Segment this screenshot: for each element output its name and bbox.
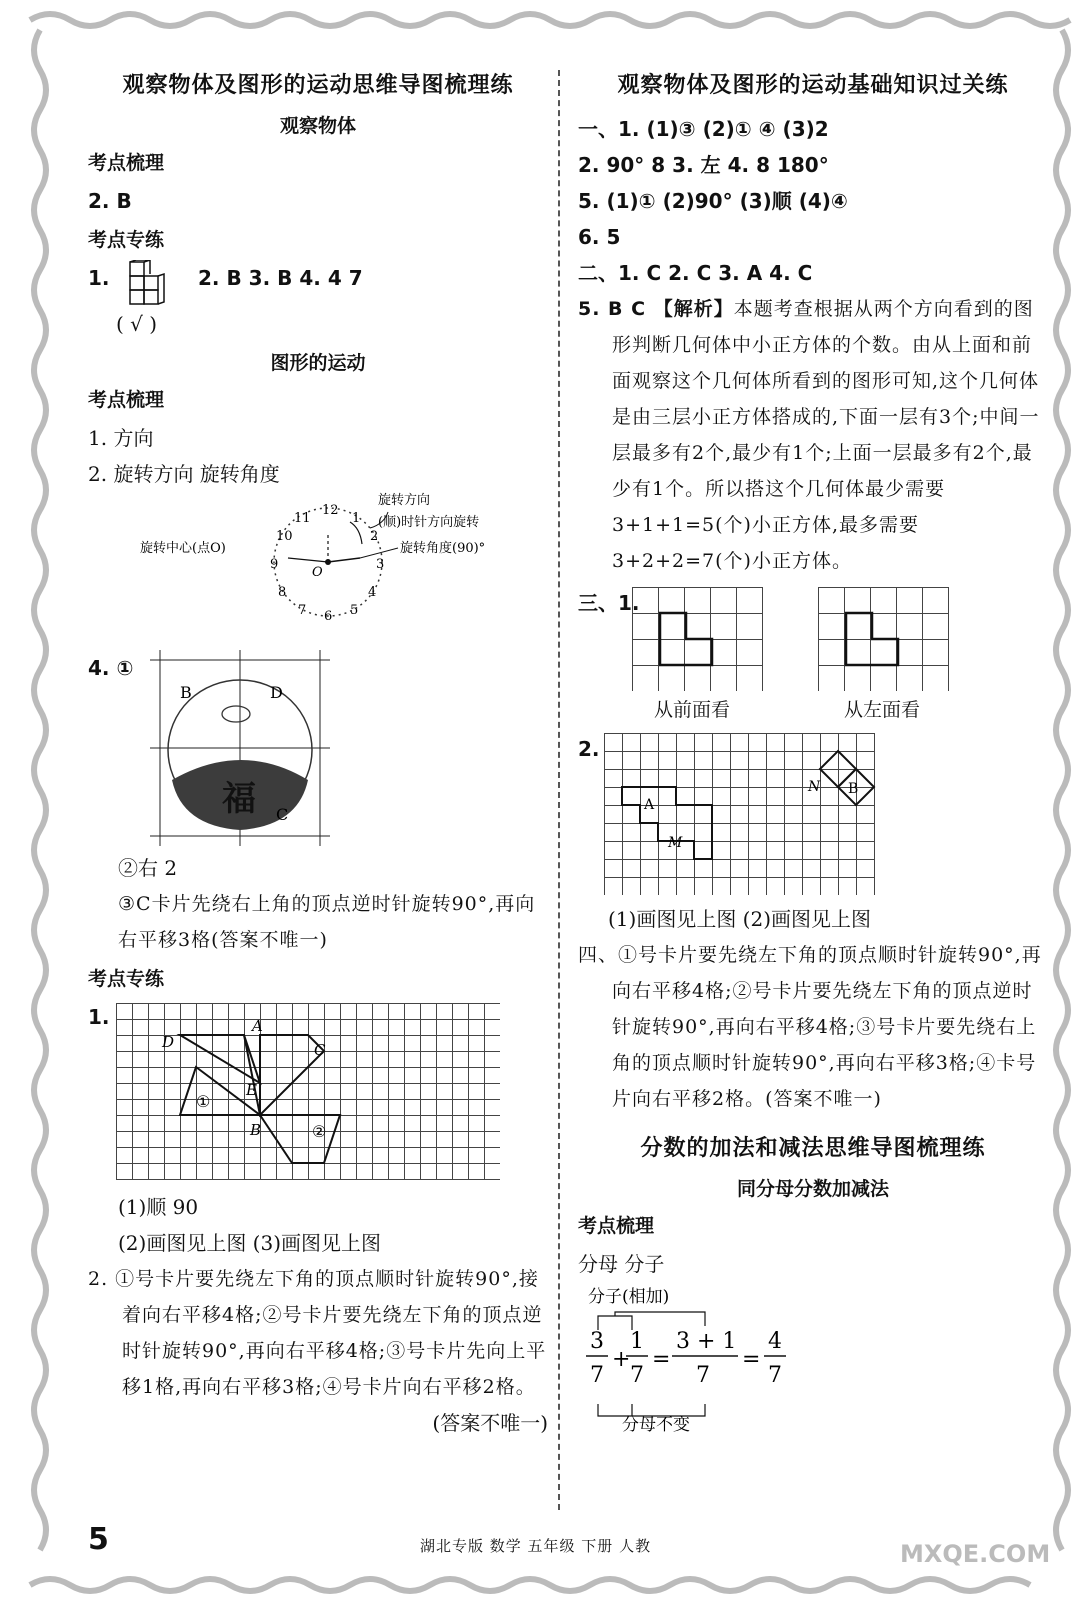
p-q1-row <box>88 999 548 1189</box>
s1-q1-num: 1. <box>88 266 110 290</box>
kd-sort-heading-2: 考点梳理 <box>88 389 165 411</box>
frac-bottom-label: 分母不变 <box>622 1415 690 1432</box>
left-view-grid <box>818 587 954 691</box>
pig-grid-figure <box>150 650 330 846</box>
clock-num-11: 11 <box>294 511 311 526</box>
r-line-4: 6. 5 <box>578 225 621 249</box>
grid-label-e: E <box>246 1081 257 1099</box>
r-grid2-cap: (1)画图见上图 (2)画图见上图 <box>608 907 872 931</box>
section-observe: 观察物体 <box>279 115 356 137</box>
s2-q4-3: ③C卡片先绕右上角的顶点逆时针旋转90°,再向右平移3格(答案不唯一) <box>118 893 536 951</box>
s1-q2: 2. B <box>88 189 132 213</box>
pig-label-fu: 福 <box>222 779 256 819</box>
frac-eq2: = <box>742 1347 761 1372</box>
p-q2-note: (答案不唯一) <box>432 1411 548 1435</box>
pig-label-c: C <box>276 805 289 824</box>
grid-label-b: B <box>250 1121 262 1139</box>
clock-label-dir: 旋转方向 <box>378 493 431 508</box>
r-grid2-row <box>578 731 1048 901</box>
column-divider <box>558 70 560 1510</box>
s2-q4-row <box>88 650 548 850</box>
clock-num-2: 2 <box>370 529 379 544</box>
clock-label-angle: 旋转角度(90)° <box>400 541 486 556</box>
footer-text: 湖北专版 数学 五年级 下册 人教 <box>420 1537 652 1555</box>
page-number: 5 <box>88 1522 109 1557</box>
cube-figure <box>126 260 170 312</box>
cap-left: 从左面看 <box>844 699 921 721</box>
frac-n3: 3 + 1 <box>676 1329 737 1354</box>
frac-n2: 1 <box>630 1329 644 1354</box>
frac-top-label: 分子(相加) <box>588 1287 670 1307</box>
frac-n1: 3 <box>590 1329 604 1354</box>
s1-q1-check: ( √ ) <box>116 312 158 336</box>
frac-d3: 7 <box>696 1363 710 1388</box>
clock-num-7: 7 <box>298 603 307 618</box>
clock-num-12: 12 <box>322 503 339 518</box>
p-q1-a: (1)顺 90 <box>118 1195 199 1219</box>
frac-d4: 7 <box>768 1363 782 1388</box>
pig-label-d: D <box>270 683 283 702</box>
frac-n4: 4 <box>768 1329 782 1354</box>
s2-q1: 1. 方向 <box>88 426 154 450</box>
card-move-grid <box>604 733 886 895</box>
right-title: 观察物体及图形的运动基础知识过关练 <box>617 73 1009 98</box>
s1-q1-row <box>88 260 548 342</box>
left-column <box>88 68 548 1441</box>
clock-num-8: 8 <box>278 585 287 600</box>
front-view-grid <box>632 587 768 691</box>
frac-plus: + <box>612 1347 631 1372</box>
grid-label-circle2: ② <box>312 1122 327 1141</box>
grid-label-c: C <box>314 1041 326 1059</box>
clock-label-dir2: (顺)时针方向旋转 <box>378 515 480 530</box>
grid-label-d: D <box>162 1033 175 1051</box>
grid2-label-b: B <box>848 781 859 797</box>
kd-sort-heading-3: 考点梳理 <box>578 1215 655 1237</box>
grid2-label-a: A <box>644 797 655 813</box>
r-views-row <box>578 585 1048 725</box>
s2-q4-2: ②右 2 <box>118 856 178 880</box>
section-motion: 图形的运动 <box>270 352 366 374</box>
r-line-3: 5. (1)① (2)90° (3)顺 (4)④ <box>578 189 848 213</box>
clock-num-6: 6 <box>324 609 333 624</box>
frac-d2: 7 <box>630 1363 644 1388</box>
clock-center: O <box>312 565 323 580</box>
r-line-2: 2. 90° 8 3. 左 4. 8 180° <box>578 153 829 177</box>
p-q1-b: (2)画图见上图 (3)画图见上图 <box>118 1231 382 1255</box>
grid-label-circle1: ① <box>196 1092 211 1111</box>
clock-num-1: 1 <box>352 511 361 526</box>
s1-q234: 2. B 3. B 4. 4 7 <box>198 266 363 290</box>
transform-grid <box>116 1003 500 1187</box>
grid2-label-m: M <box>668 835 683 851</box>
grid2-label-n: N <box>808 779 821 795</box>
watermark: MXQE.COM <box>900 1540 1051 1568</box>
frac-eq1: = <box>652 1347 671 1372</box>
r-q5-head: 5. B C 【解析】 <box>578 298 734 320</box>
clock-num-10: 10 <box>276 529 293 544</box>
clock-num-9: 9 <box>270 557 279 572</box>
rotation-clock-diagram <box>88 492 548 642</box>
fraction-diagram <box>578 1282 798 1432</box>
grid-label-a: A <box>252 1017 263 1035</box>
pig-label-b: B <box>180 683 192 702</box>
clock-num-3: 3 <box>376 557 385 572</box>
frac-d1: 7 <box>590 1363 604 1388</box>
kd-practice-heading: 考点专练 <box>88 229 165 251</box>
right-column <box>578 68 1048 1432</box>
pig-label-a: A <box>180 813 192 832</box>
clock-label-center: 旋转中心(点O) <box>140 541 226 556</box>
cap-front: 从前面看 <box>654 699 731 721</box>
clock-num-5: 5 <box>350 603 359 618</box>
right-title-2: 分数的加法和减法思维导图梳理练 <box>640 1136 986 1161</box>
clock-num-4: 4 <box>368 585 377 600</box>
p-q1-num: 1. <box>88 1005 110 1029</box>
r-q5-body: 本题考查根据从两个方向看到的图形判断几何体中小正方体的个数。由从上面和前面观察这个几何体所看到的图形可知,这个几何体是由三层小正方体搭成的,下面一层有3个;中间一层最多有2个,最少有1个;上面一层最多有2个,最少有1个。所以搭这个几何体最少需要3+1+1=5(个)小正方体,最多需要3+2+2=7(个)小正方体。 <box>612 298 1040 572</box>
r-line-5: 二、1. C 2. C 3. A 4. C <box>578 261 813 285</box>
frac-line: 分母 分子 <box>578 1252 665 1276</box>
kd-sort-heading: 考点梳理 <box>88 152 165 174</box>
s2-q4-num: 4. ① <box>88 656 134 680</box>
r-section-4: 四、①号卡片要先绕左下角的顶点顺时针旋转90°,再向右平移4格;②号卡片要先绕左下角的顶点逆时针旋转90°,再向右平移4格;③号卡片要先绕右上角的顶点顺时针旋转90°,再向右平移3格;④卡号片向右平移2格。(答案不唯一) <box>578 944 1042 1110</box>
s2-q2: 2. 旋转方向 旋转角度 <box>88 462 280 486</box>
r-grid2-num: 2. <box>578 737 600 761</box>
r-line-1: 一、1. (1)③ (2)① ④ (3)2 <box>578 117 829 141</box>
right-sub-2: 同分母分数加减法 <box>736 1178 889 1200</box>
r-views-num: 三、1. <box>578 591 640 615</box>
kd-practice-heading-2: 考点专练 <box>88 968 165 990</box>
p-q2: 2. ①号卡片要先绕左下角的顶点顺时针旋转90°,接着向右平移4格;②号卡片要先绕左下角的顶点逆时针旋转90°,再向右平移4格;③号卡片先向上平移1格,再向右平移3格;④号卡片向右平移2格。 <box>88 1268 547 1398</box>
left-title: 观察物体及图形的运动思维导图梳理练 <box>122 73 514 98</box>
